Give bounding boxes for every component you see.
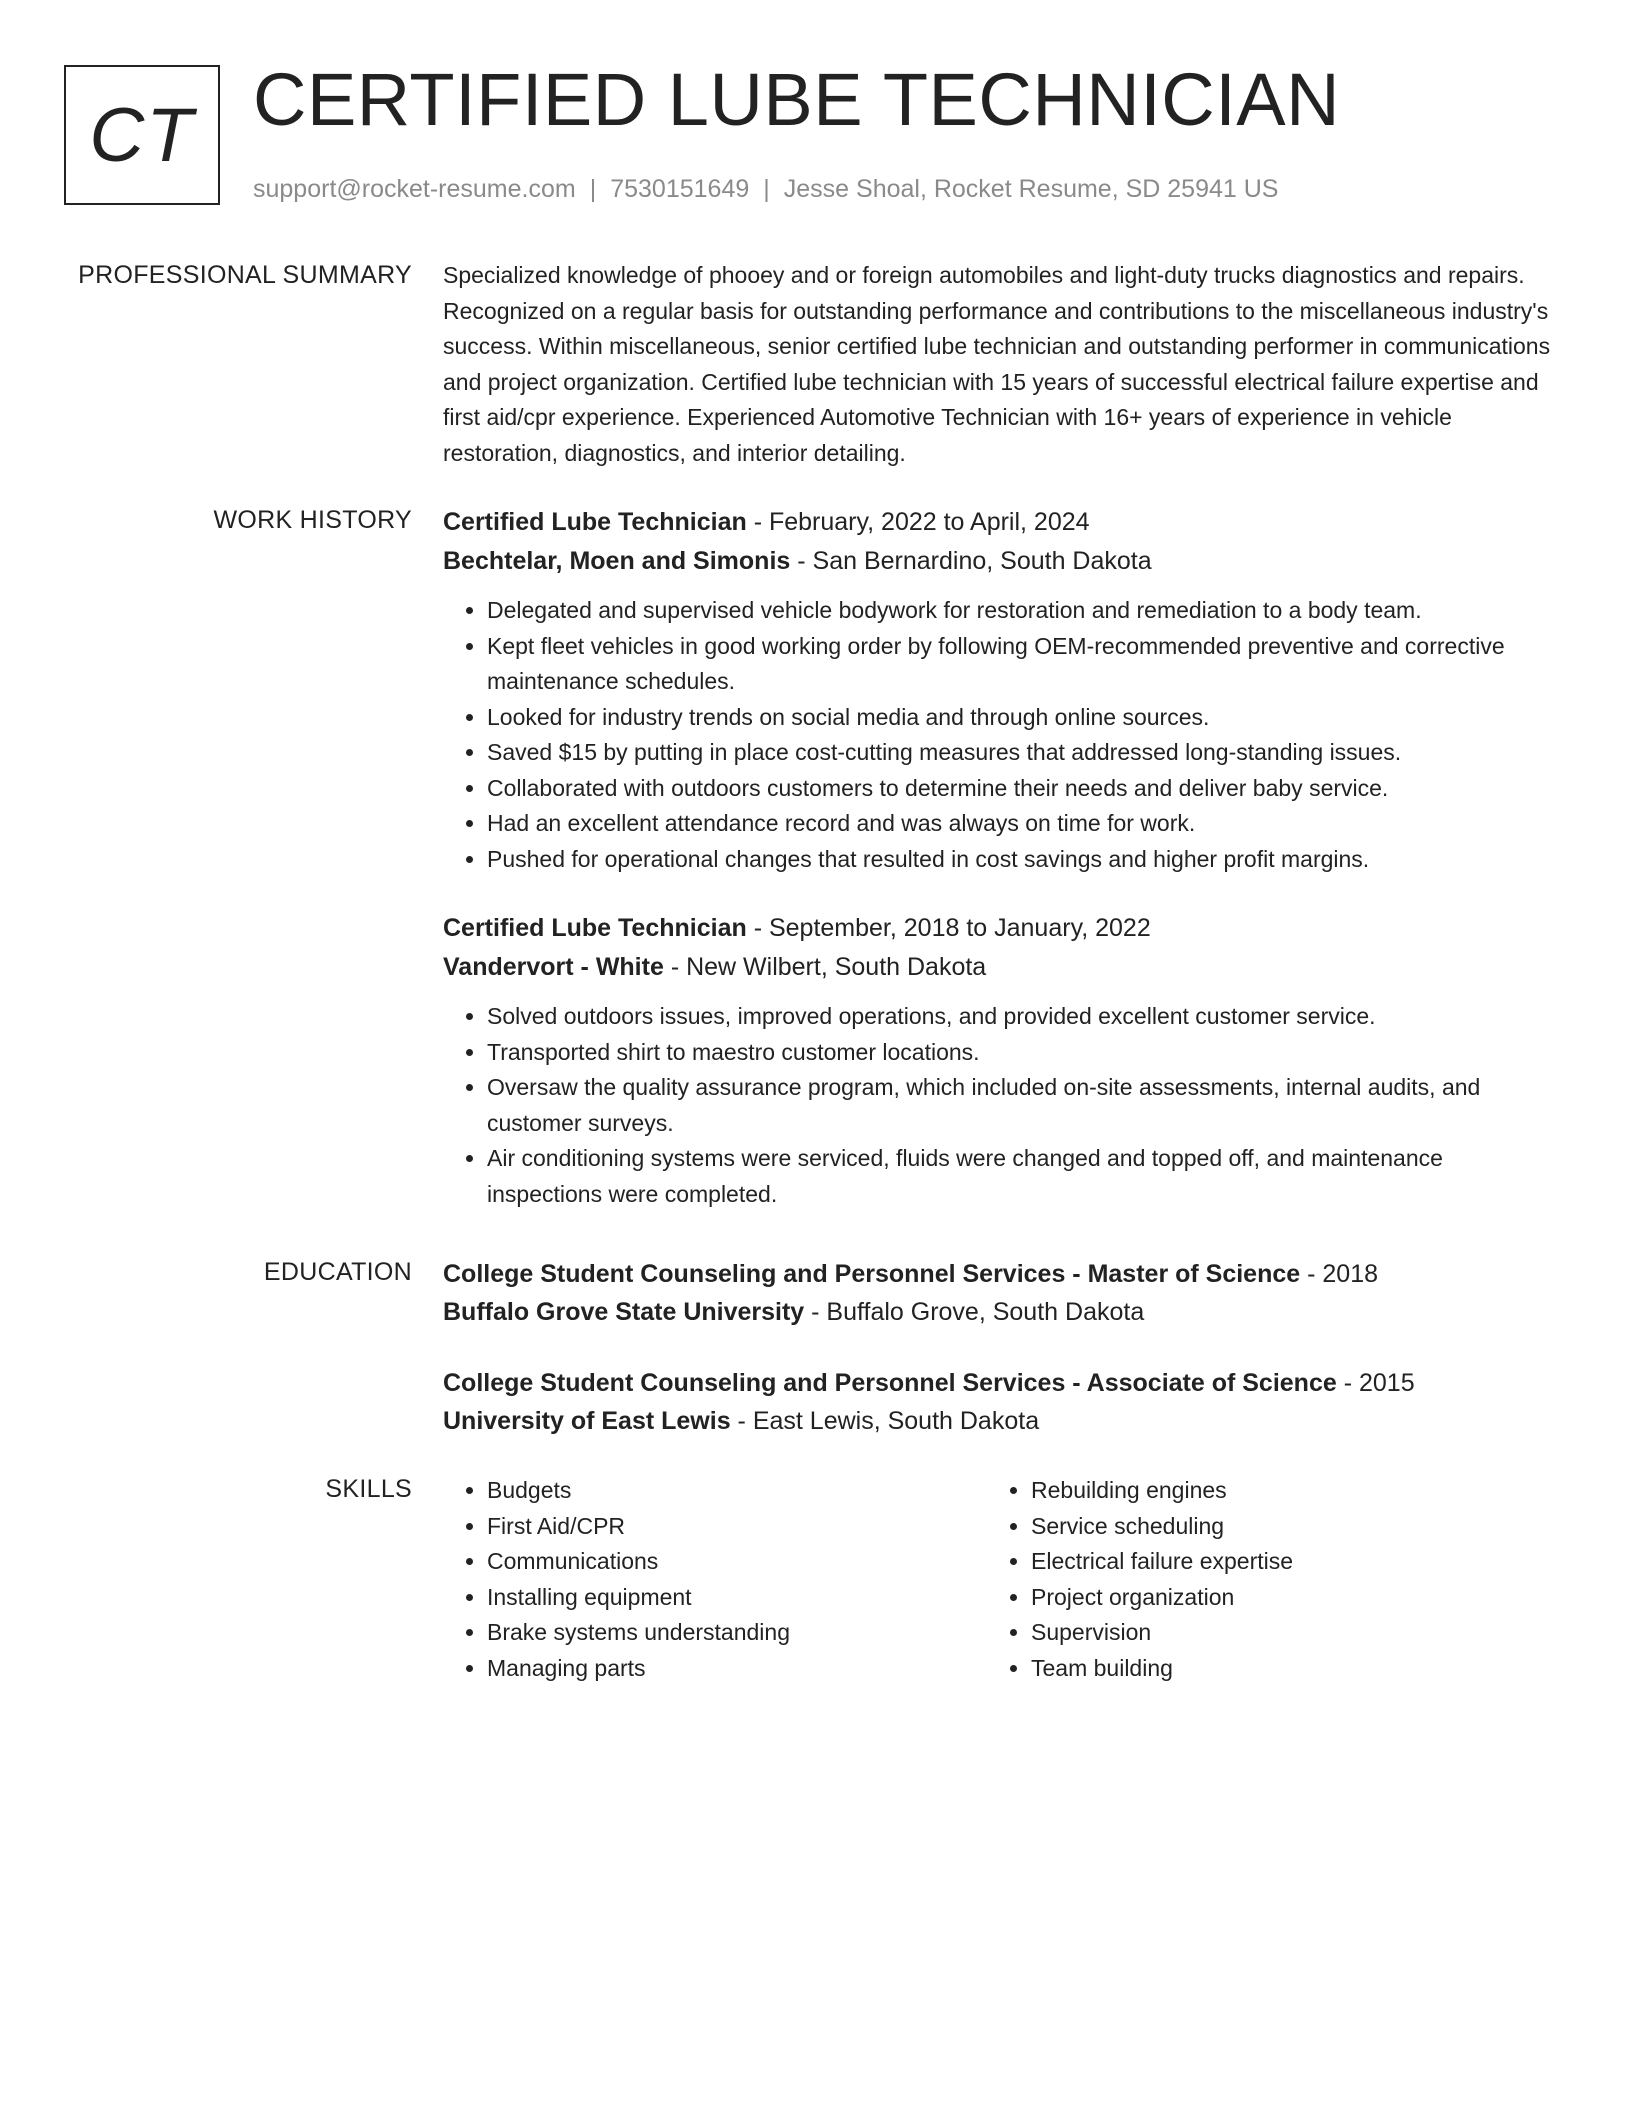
job-bullets [443,999,1563,1212]
summary-text: Specialized knowledge of phooey and or foreign automobiles and light-duty trucks diagnostics and repairs. Recognized on a regular basis for outstanding performance and contributions to the miscellaneous industry's success. Within miscellaneous, senior certified lube technician and outstanding performer in communications and project organization. Certified lube technician with 15 years of successful electrical failure expertise and first aid/cpr experience. Experienced Automotive Technician with 16+ years of experience in vehicle restoration, diagnostics, and interior detailing. [443,262,1551,466]
education-school: Buffalo Grove State University [443,1298,805,1326]
skills-columns [443,1473,1563,1686]
job-dates: - September, 2018 to January, 2022 [746,914,1151,942]
section-title-work-history: WORK HISTORY [213,506,412,534]
job-company: Vandervort - White [443,953,664,981]
job-bullet: • Pushed for operational changes that resulted in cost savings and higher profit margins. [487,842,1563,878]
job-entry [443,503,1563,877]
work-history-body [443,503,1563,1212]
section-title-skills: SKILLS [325,1475,412,1503]
education-degree-line [443,1255,1563,1293]
education-location: - East Lewis, South Dakota [730,1407,1040,1435]
skills-list-right [987,1473,1531,1686]
job-role: Certified Lube Technician [443,508,747,536]
job-dates: - February, 2022 to April, 2024 [746,508,1090,536]
skill-item: • Team building [1031,1651,1531,1687]
skill-item: • Project organization [1031,1580,1531,1616]
job-role-line [443,503,1563,542]
job-bullet: • Looked for industry trends on social media and through online sources. [487,700,1563,736]
education-year: - 2018 [1300,1260,1379,1288]
education-degree-line [443,1364,1563,1402]
skill-item: • First Aid/CPR [487,1509,987,1545]
job-bullet: • Collaborated with outdoors customers to determine their needs and deliver baby service. [487,771,1563,807]
job-company-line [443,948,1563,987]
job-role: Certified Lube Technician [443,914,747,942]
education-degree: College Student Counseling and Personnel Services - Master of Science [443,1260,1301,1288]
education-entry [443,1255,1563,1331]
skill-item: • Electrical failure expertise [1031,1544,1531,1580]
contact-phone[interactable]: 7530151649 [610,175,750,203]
job-location: - New Wilbert, South Dakota [663,953,987,981]
education-year: - 2015 [1336,1369,1415,1397]
education-school-line [443,1293,1563,1331]
contact-separator: | [589,175,597,203]
skills-body [443,1473,1563,1686]
education-school: University of East Lewis [443,1407,731,1435]
skill-item: • Installing equipment [487,1580,987,1616]
education-school-line [443,1402,1563,1440]
job-location: - San Bernardino, South Dakota [790,547,1152,575]
skill-item: • Service scheduling [1031,1509,1531,1545]
contact-email[interactable]: support@rocket-resume.com [253,175,576,203]
skill-item: • Managing parts [487,1651,987,1687]
job-bullet: • Kept fleet vehicles in good working order by following OEM-recommended preventive and corrective maintenance schedules. [487,629,1563,700]
summary-body [443,258,1563,471]
job-bullets [443,593,1563,877]
education-location: - Buffalo Grove, South Dakota [804,1298,1145,1326]
job-bullet: • Had an excellent attendance record and was always on time for work. [487,806,1563,842]
section-title-summary: PROFESSIONAL SUMMARY [78,261,412,289]
section-title-education: EDUCATION [263,1258,412,1286]
resume-name-title: CERTIFIED LUBE TECHNICIAN [253,58,1341,141]
job-company: Bechtelar, Moen and Simonis [443,547,791,575]
skill-item: • Rebuilding engines [1031,1473,1531,1509]
job-bullet: • Air conditioning systems were serviced, fluids were changed and topped off, and maintenance inspections were completed. [487,1141,1563,1212]
skill-item: • Budgets [487,1473,987,1509]
skill-item: • Brake systems understanding [487,1615,987,1651]
contact-line [253,172,1278,206]
job-bullet: • Saved $15 by putting in place cost-cutting measures that addressed long-standing issues. [487,735,1563,771]
education-degree: College Student Counseling and Personnel Services - Associate of Science [443,1369,1337,1397]
skill-item: • Supervision [1031,1615,1531,1651]
job-bullet: • Solved outdoors issues, improved operations, and provided excellent customer service. [487,999,1563,1035]
job-entry [443,909,1563,1212]
job-role-line [443,909,1563,948]
job-bullet: • Oversaw the quality assurance program, which included on-site assessments, internal audits, and customer surveys. [487,1070,1563,1141]
education-body [443,1255,1563,1440]
skills-list-left [443,1473,987,1686]
monogram-initials: CT [89,92,195,178]
monogram-box [64,65,220,205]
job-bullet: • Transported shirt to maestro customer locations. [487,1035,1563,1071]
job-bullet: • Delegated and supervised vehicle bodywork for restoration and remediation to a body team. [487,593,1563,629]
contact-separator: | [763,175,770,203]
contact-address: Jesse Shoal, Rocket Resume, SD 25941 US [783,175,1279,203]
job-company-line [443,542,1563,581]
education-entry [443,1364,1563,1440]
skill-item: • Communications [487,1544,987,1580]
